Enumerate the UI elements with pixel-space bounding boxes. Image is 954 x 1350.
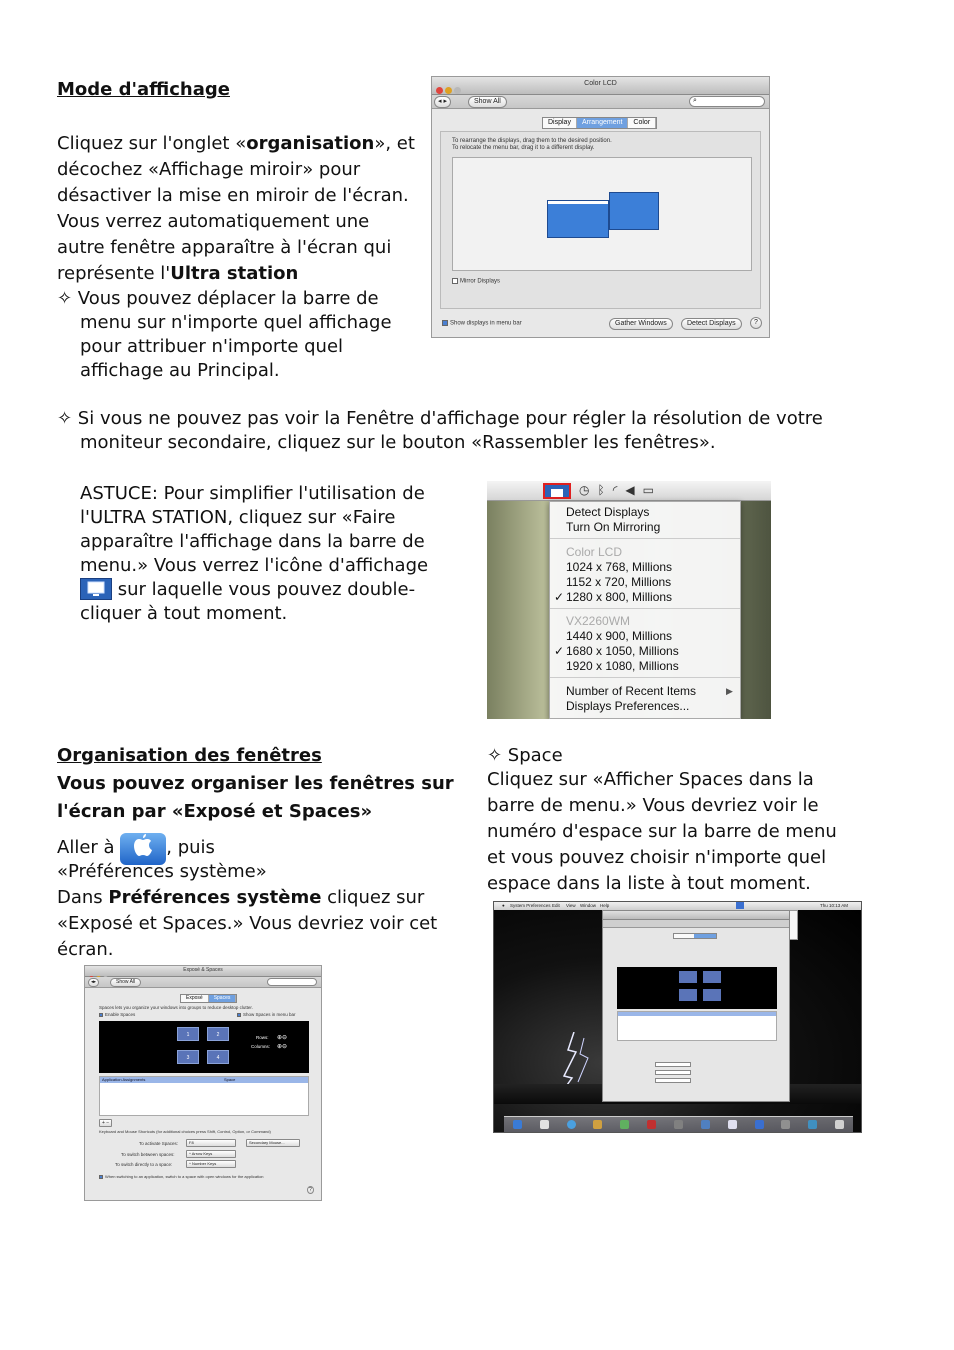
submenu-arrow-icon: ▶ — [726, 686, 733, 696]
prefs-line: «Préférences système» — [57, 861, 267, 882]
dock-trash-icon[interactable] — [835, 1120, 844, 1129]
switch-app-checkbox[interactable]: When switching to an application, switch to a space with open windows for the application — [99, 1173, 264, 1180]
tab-arrangement[interactable]: Arrangement — [577, 118, 628, 128]
direct-select[interactable] — [655, 1078, 691, 1083]
app-assignments-header: Application Assignments — [102, 1077, 146, 1082]
space-cell[interactable] — [703, 989, 721, 1001]
dock-app-icon[interactable] — [674, 1120, 683, 1129]
menu-item-recent[interactable]: Number of Recent Items — [566, 684, 697, 698]
tab-display[interactable]: Display — [543, 118, 577, 128]
space-cell[interactable]: 2 — [207, 1027, 229, 1041]
space-cell[interactable] — [679, 989, 697, 1001]
space-cell[interactable] — [679, 971, 697, 983]
back-forward-buttons[interactable]: ◂▸ — [88, 978, 99, 987]
screenshot-expose-spaces — [84, 965, 322, 1201]
lightning-image — [544, 1032, 604, 1092]
menu-item-res[interactable]: 1280 x 800, Millions — [566, 590, 673, 604]
rows-stepper[interactable]: ⊕⊖ — [277, 1035, 288, 1041]
tab-bar — [180, 994, 237, 1003]
aller-a-line: Aller à , puis — [57, 833, 215, 865]
search-icon: ⌕ — [693, 97, 697, 104]
keyboard-hint: Keyboard and Mouse Shortcuts (for additional choices press Shift, Control, Option, or Command) — [99, 1129, 271, 1134]
menu-item-res[interactable]: 1024 x 768, Millions — [566, 560, 673, 574]
dock-app-icon[interactable] — [540, 1120, 549, 1129]
show-all-button[interactable]: Show All — [468, 96, 507, 108]
time-machine-icon: ◷ — [579, 483, 598, 497]
screenshot-display-menu — [487, 481, 771, 719]
dock-app-icon[interactable] — [808, 1120, 817, 1129]
add-remove-buttons[interactable]: + − — [99, 1119, 112, 1127]
bluetooth-icon: ᛒ — [597, 483, 613, 497]
menu-window[interactable]: Window — [580, 903, 597, 908]
dock-app-icon[interactable] — [513, 1120, 522, 1129]
paragraph-line-4: Vous verrez automatiquement une — [57, 211, 370, 232]
check-icon: ✓ — [554, 644, 565, 658]
rows-label: Rows: — [256, 1035, 269, 1040]
heading-organisation: Organisation des fenêtres — [57, 745, 322, 766]
heading-mode-affichage: Mode d'affichage — [57, 79, 230, 100]
bold-line-2: l'écran par «Exposé et Spaces» — [57, 801, 373, 822]
app-assignments-table — [617, 1011, 777, 1041]
search-input[interactable] — [267, 978, 317, 986]
dock-app-icon[interactable] — [647, 1120, 656, 1129]
menu-item-res[interactable]: 1680 x 1050, Millions — [566, 644, 679, 658]
dock-app-icon[interactable] — [593, 1120, 602, 1129]
tab-bar — [673, 933, 717, 939]
arrangement-hint-1: To rearrange the displays, drag them to the desired position. — [452, 138, 612, 144]
switch-select[interactable]: ^ Arrow Keys — [186, 1150, 236, 1158]
activate-select[interactable]: F8 — [186, 1139, 236, 1147]
menu-item-mirroring[interactable]: Turn On Mirroring — [566, 520, 661, 534]
screenshot-desktop-spaces — [493, 901, 862, 1133]
screenshot-display-arrangement — [431, 76, 770, 338]
tip-icon-line: sur laquelle vous pouvez double- — [80, 578, 428, 602]
show-all-button[interactable]: Show All — [110, 978, 141, 987]
paragraph-line-3: désactiver la mise en miroir de l'écran. — [57, 185, 409, 206]
help-button[interactable]: ? — [750, 317, 762, 329]
display-1[interactable] — [547, 200, 609, 238]
tab-color[interactable]: Color — [628, 118, 656, 128]
detect-displays-button[interactable]: Detect Displays — [681, 318, 742, 330]
menubar-clock: Thu 10:13 AM — [820, 903, 849, 908]
menu-item-res[interactable]: 1152 x 720, Millions — [566, 575, 672, 589]
app-menu[interactable]: System Preferences — [510, 903, 551, 908]
switch-label: To switch between spaces: — [121, 1152, 175, 1157]
dock-app-icon[interactable] — [701, 1120, 710, 1129]
direct-label: To switch directly to a space: — [115, 1162, 173, 1167]
menu-bar — [487, 481, 771, 501]
tab-expose[interactable]: Exposé — [181, 995, 209, 1002]
paragraph-line-2: décochez «Affichage miroir» pour — [57, 159, 361, 180]
menu-item-res[interactable]: 1440 x 900, Millions — [566, 629, 673, 643]
enable-spaces-checkbox[interactable]: Enable Spaces — [99, 1012, 135, 1017]
dock-app-icon[interactable] — [755, 1120, 764, 1129]
display-2[interactable] — [609, 192, 659, 230]
back-forward-buttons[interactable]: ◂ ▸ — [434, 96, 451, 108]
bullet-menu-bar: ✧ Vous pouvez déplacer la barre de menu sur n'importe quel affichage pour attribuer n'importe quel affichage au Principal. — [57, 288, 392, 381]
mirror-displays-checkbox[interactable]: Mirror Displays — [452, 278, 500, 286]
tab-spaces[interactable]: Spaces — [209, 995, 237, 1002]
display-menu-icon[interactable] — [543, 483, 571, 499]
expose-line: «Exposé et Spaces.» Vous devriez voir cet — [57, 913, 438, 934]
show-in-menu-checkbox[interactable]: Show displays in menu bar — [442, 320, 522, 328]
apple-menu-icon[interactable]: ● — [502, 903, 505, 908]
bold-line-1: Vous pouvez organiser les fenêtres sur — [57, 773, 454, 794]
space-cell[interactable] — [703, 971, 721, 983]
space-cell[interactable]: 4 — [207, 1050, 229, 1064]
window-toolbar — [85, 977, 321, 988]
dock-app-icon[interactable] — [620, 1120, 629, 1129]
menu-group-color-lcd: Color LCD — [566, 545, 623, 559]
menu-help[interactable]: Help — [600, 903, 610, 908]
menu-item-preferences[interactable]: Displays Preferences... — [566, 699, 690, 713]
search-input[interactable] — [689, 96, 765, 107]
switch-select[interactable] — [655, 1070, 691, 1075]
paragraph-line-6: représente l'Ultra station — [57, 263, 299, 284]
display-menu-icon — [80, 578, 112, 600]
window-title: Color LCD — [584, 80, 617, 87]
spaces-menu-icon[interactable] — [736, 902, 744, 909]
app-assignments-table — [99, 1076, 309, 1116]
window-title: Exposé & Spaces — [183, 967, 223, 973]
bullet-gather-windows: ✧ Si vous ne pouvez pas voir la Fenêtre d'affichage pour régler la résolution de votre moniteur secondaire, cliquez sur le bouton «Rassembler les fenêtres». — [57, 408, 823, 453]
tab-bar — [542, 117, 657, 129]
dock-app-icon[interactable] — [781, 1120, 790, 1129]
window-toolbar — [432, 95, 769, 109]
menu-view[interactable]: View — [566, 903, 576, 908]
spaces-description: Spaces lets you organize your windows into groups to reduce desktop clutter. — [99, 1005, 253, 1010]
desktop-menubar — [494, 902, 862, 910]
dock-app-icon[interactable] — [567, 1120, 576, 1129]
menu-item-res[interactable]: 1920 x 1080, Millions — [566, 659, 679, 673]
dock — [504, 1116, 853, 1132]
activate-mouse-select[interactable]: Secondary Mouse... — [246, 1139, 300, 1147]
space-cell[interactable]: 1 — [177, 1027, 199, 1041]
ecran-line: écran. — [57, 939, 114, 960]
gather-windows-button[interactable]: Gather Windows — [609, 318, 673, 330]
menu-item-detect[interactable]: Detect Displays — [566, 505, 650, 519]
space-cell[interactable]: 3 — [177, 1050, 199, 1064]
volume-icon: ◀ — [625, 483, 643, 497]
display-canvas — [452, 157, 752, 271]
dock-app-icon[interactable] — [728, 1120, 737, 1129]
check-icon: ✓ — [554, 590, 565, 604]
display-dropdown — [549, 501, 741, 719]
spaces-grid — [99, 1021, 309, 1073]
columns-stepper[interactable]: ⊕⊖ — [277, 1044, 288, 1050]
spaces-grid — [617, 967, 777, 1009]
dans-line: Dans Préférences système cliquez sur — [57, 887, 425, 908]
show-spaces-menu-checkbox[interactable]: Show Spaces in menu bar — [237, 1012, 296, 1017]
space-paragraph: Cliquez sur «Afficher Spaces dans la barre de menu.» Vous devriez voir le numéro d'espace sur la barre de menu et vous pouvez choisir n'importe quel espace dans la liste à tout moment. — [487, 769, 837, 894]
columns-label: Columns: — [251, 1044, 271, 1049]
input-icon: ▭ — [642, 483, 662, 497]
window-titlebar — [432, 77, 769, 95]
paragraph-line-1: Cliquez sur l'onglet «organisation», et — [57, 133, 415, 154]
menu-status-icons — [579, 483, 662, 497]
menu-edit[interactable]: Edit — [552, 903, 560, 908]
space-heading: ✧ Space — [487, 745, 563, 766]
expose-spaces-window — [602, 910, 790, 1102]
menu-group-vx2260wm: VX2260WM — [566, 614, 631, 628]
space-column-header: Space — [224, 1077, 236, 1082]
direct-select[interactable]: ^ Number Keys — [186, 1160, 236, 1168]
window-titlebar — [85, 966, 321, 977]
paragraph-line-5: autre fenêtre apparaître à l'écran qui — [57, 237, 392, 258]
activate-select[interactable] — [655, 1062, 691, 1067]
wifi-icon: ◜ — [612, 483, 626, 497]
arrangement-hint-2: To relocate the menu bar, drag it to a different display. — [452, 145, 595, 151]
tip-paragraph: ASTUCE: Pour simplifier l'utilisation de l'ULTRA STATION, cliquez sur «Faire apparaître l'affichage dans la barre de menu.» Vous verrez l'icône d'affichage sur laquelle vous pouvez double- cliquer à tout moment. — [80, 483, 429, 624]
activate-label: To activate Spaces: — [139, 1141, 179, 1146]
help-button[interactable]: ? — [309, 1187, 312, 1193]
